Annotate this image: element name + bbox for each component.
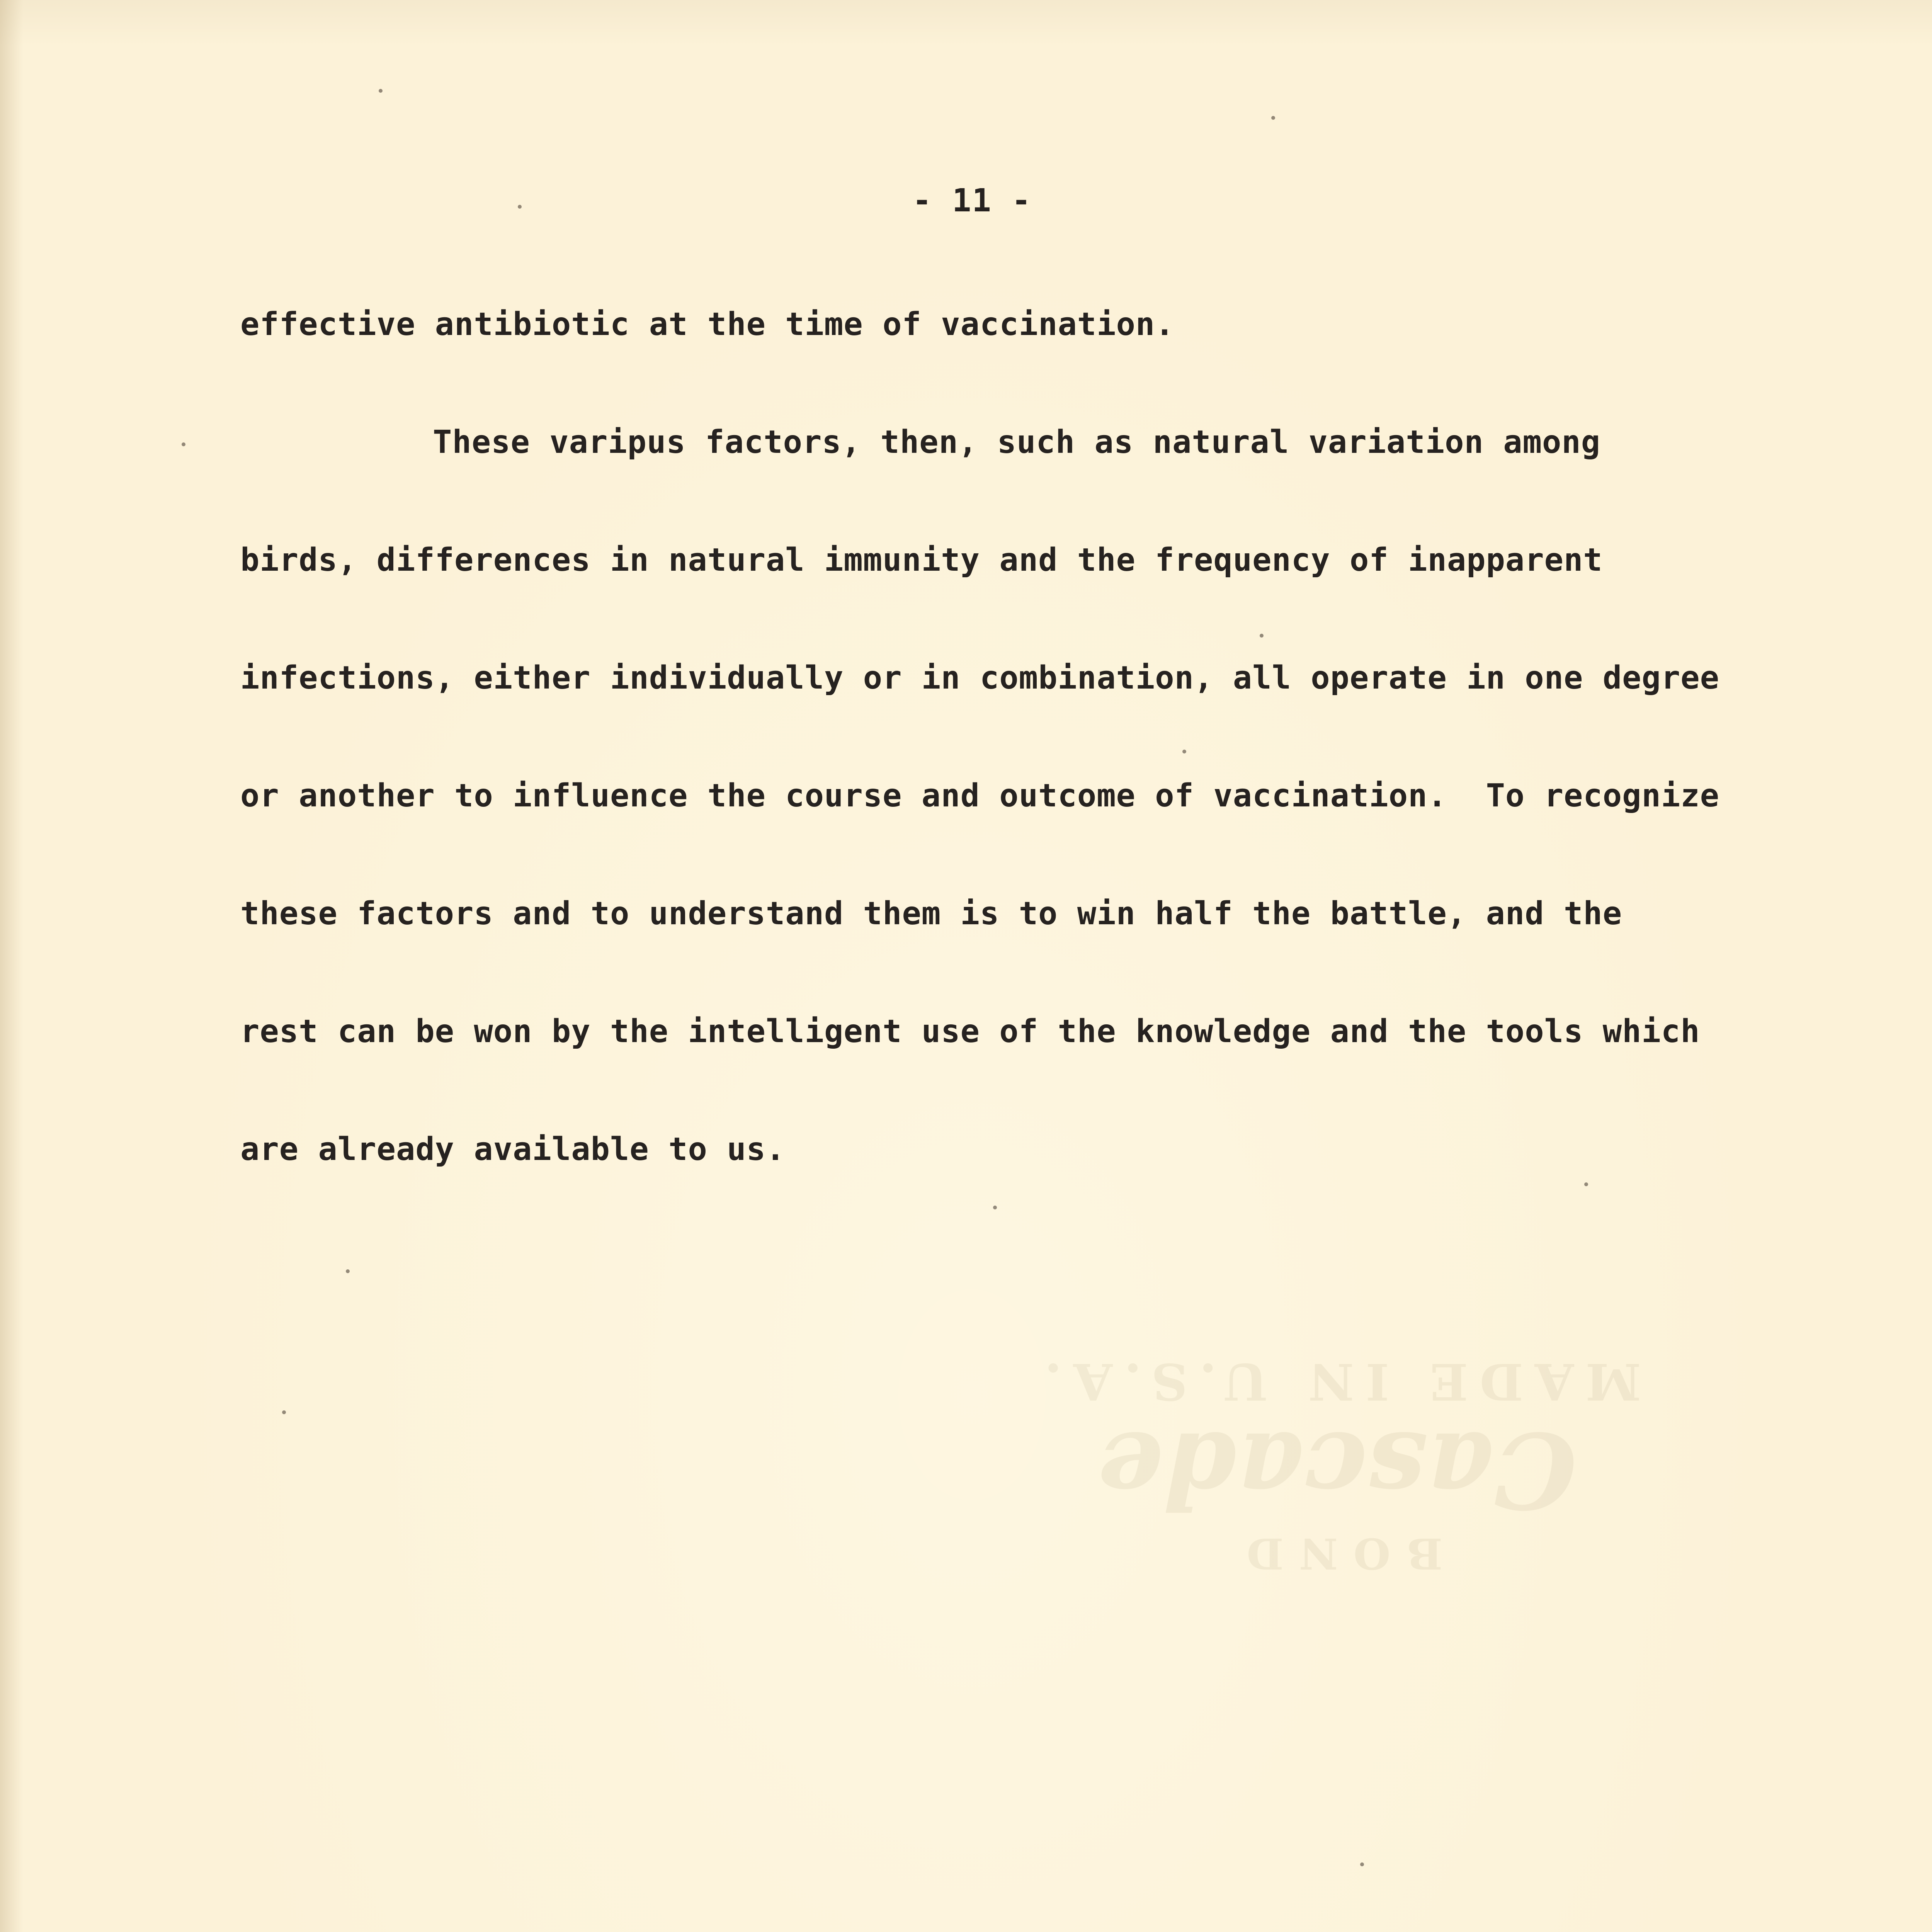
body-line-7: rest can be won by the intelligent use of the knowledge and the tools which <box>240 1013 1700 1050</box>
paper-speck <box>1584 1182 1588 1186</box>
body-line-2: These varipus factors, then, such as natural variation among <box>433 424 1601 461</box>
watermark-bottom-text: MADE IN U.S.A. <box>1032 1352 1641 1411</box>
body-line-6: these factors and to understand them is to win half the battle, and the <box>240 895 1622 932</box>
paper-speck <box>379 89 383 93</box>
paper-speck <box>993 1206 997 1209</box>
body-line-3: birds, differences in natural immunity and the frequency of inapparent <box>240 542 1603 578</box>
body-line-4: infections, either individually or in combination, all operate in one degree <box>240 660 1719 696</box>
paper-speck <box>282 1410 286 1414</box>
body-line-8: are already available to us. <box>240 1131 786 1168</box>
watermark-logo: Cascade <box>1097 1409 1577 1532</box>
paper-speck <box>182 442 185 446</box>
paper-speck <box>1260 634 1264 638</box>
page-number: - 11 - <box>912 182 1032 219</box>
paper-speck <box>1360 1862 1364 1866</box>
paper-speck <box>1182 750 1186 753</box>
body-line-5: or another to influence the course and outcome of vaccination. To recognize <box>240 777 1719 814</box>
paper-speck <box>1271 116 1275 120</box>
watermark-top-text: BOND <box>1231 1529 1443 1578</box>
paper-speck <box>518 205 522 209</box>
paper-speck <box>346 1269 350 1273</box>
body-line-1: effective antibiotic at the time of vaccination. <box>240 306 1175 343</box>
paper-watermark <box>989 1329 1685 1580</box>
